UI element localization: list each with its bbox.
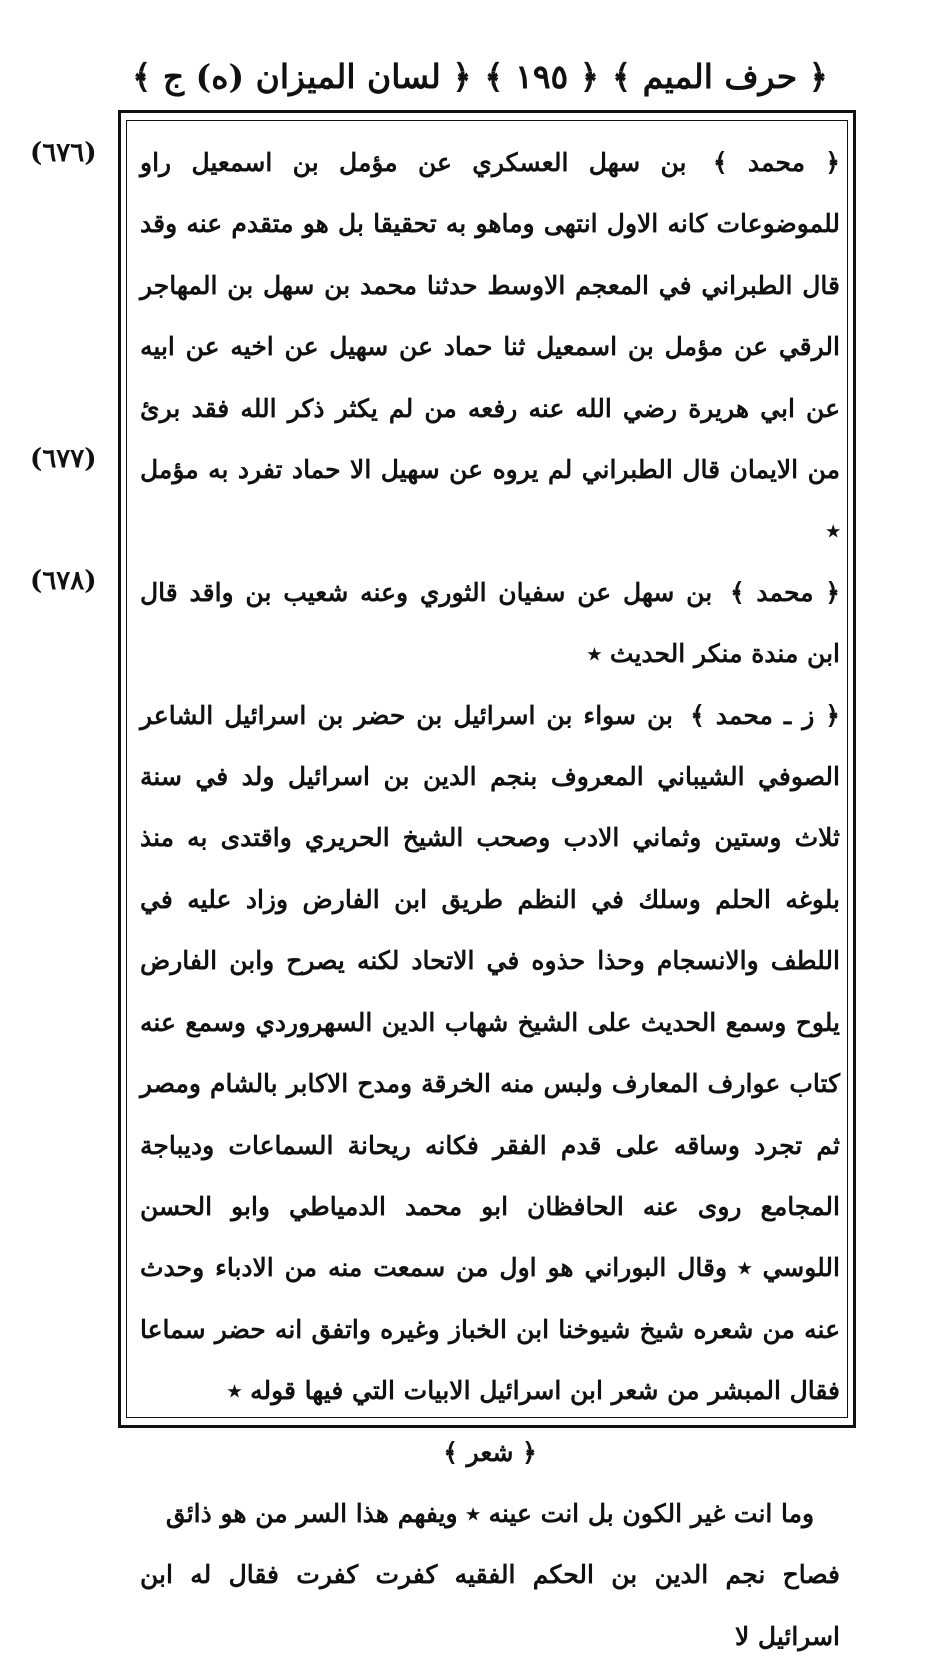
margin-entry-number: (٦٧٨) [30, 566, 97, 596]
header-page-number: ﴿ ١٩٥ ﴾ [484, 56, 600, 96]
entry [140, 132, 840, 562]
entry-text: بن سهل عن سفيان الثوري وعنه شعيب بن واقد قال ابن مندة منكر الحديث ٭ [140, 577, 840, 669]
closing-line: فصاح نجم الدين بن الحكم الفقيه كفرت كفرت فقال له ابن اسرائيل لا [140, 1560, 840, 1651]
page-body [140, 132, 840, 1651]
entry [140, 562, 840, 685]
entry-heading: ﴿ محمد ﴾ [712, 148, 840, 177]
entry-heading: ﴿ ز ـ محمد ﴾ [690, 700, 840, 730]
margin-entry-number: (٦٧٦) [30, 138, 97, 168]
entry-text: بن سواء بن اسرائيل بن حضر بن اسرائيل الشاعر الصوفي الشيباني المعروف بنجم الدين بن اسرائيل ولد في سنة ثلاث وستين وثماني الادب وصحب الشيخ الحريري واقتدى به منذ بلوغه الحلم وسلك في النظم طريق ابن الفارض وزاد عليه في اللطف والانسجام وحذا حذوه في الاتحاد لكنه يصرح وابن الفارض يلوح وسمع الحديث على الشيخ شهاب الدين السهروردي وسمع عنه كتاب عوارف المعارف ولبس منه الخرقة ومدح الاكابر بالشام ومصر ثم تجرد وساقه على قدم الفقر فكانه ريحانة السماعات وديباجة المجامع روى عنه الحافظان ابو محمد الدمياطي وابو الحسن اللوسي ٭ وقال البوراني هو اول من سمعت منه من الادباء وحدث عنه من شعره شيخ شيوخنا ابن الخباز وغيره واتفق انه حضر سماعا فقال المبشر من شعر ابن اسرائيل الابيات التي فيها قوله ٭ [140, 700, 840, 1406]
header-section-title: ﴿ حرف الميم ﴾ [611, 56, 828, 96]
entry-heading: ﴿ محمد ﴾ [729, 577, 840, 607]
entry [140, 685, 840, 1422]
entry-text: بن سهل العسكري عن مؤمل بن اسمعيل راو للموضوعات كانه الاول انتهى وماهو به تحقيقا بل هو متقدم عنه وقد قال الطبراني في المعجم الاوسط حدثنا محمد بن سهل بن المهاجر الرقي عن مؤمل بن اسمعيل ثنا حماد عن سهيل عن اخيه عن ابيه عن ابي هريرة رضي الله عنه رفعه من لم يكثر ذكر الله فقد برئ من الايمان قال الطبراني لم يروه عن سهيل الا حماد تفرد به مؤمل ٭ [140, 148, 840, 546]
verse-title: ﴿ شعر ﴾ [443, 1437, 537, 1467]
verse-line: وما انت غير الكون بل انت عينه ٭ ويفهم هذا السر من هو ذائق [165, 1498, 815, 1528]
margin-entry-number: (٦٧٧) [30, 444, 97, 474]
page-header [120, 48, 840, 104]
header-book-title: ﴿ لسان الميزان (ه) ج ﴾ [132, 56, 472, 96]
